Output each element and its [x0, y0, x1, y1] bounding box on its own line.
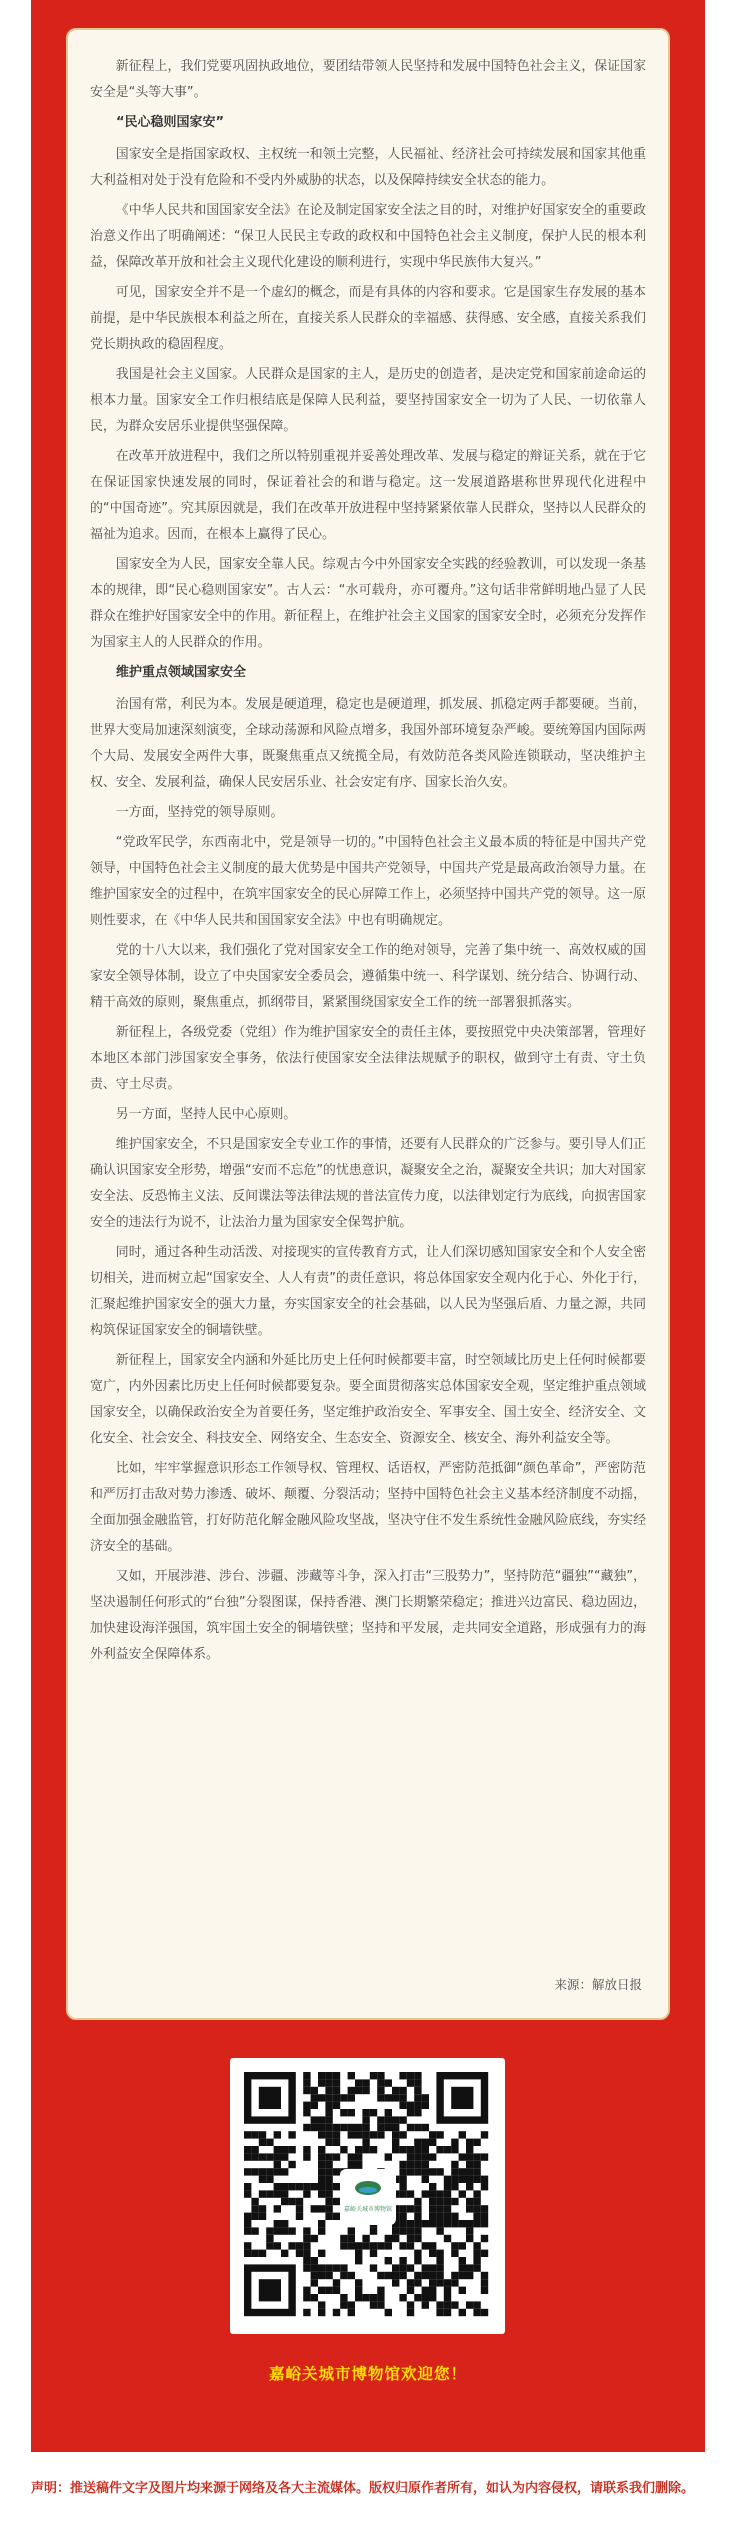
- article-paragraph: 新征程上，国家安全内涵和外延比历史上任何时候都要丰富，时空领域比历史上任何时候都要宽广，内外因素比历史上任何时候都要复杂。要全面贯彻落实总体国家安全观，坚定维护重点领域国家安全，以确保政治安全为首要任务，坚定维护政治安全、军事安全、国土安全、经济安全、文化安全、社会安全、科技安全、网络安全、生态安全、资源安全、核安全、海外利益安全等。: [90, 1353, 646, 1446]
- article-paragraph: “党政军民学，东西南北中，党是领导一切的。”中国特色社会主义最本质的特征是中国共产党领导，中国特色社会主义制度的最大优势是中国共产党领导，中国共产党是最高政治领导力量。在维护国家安全的过程中，在筑牢国家安全的民心屏障工作上，必须坚持中国共产党的领导。这一原则性要求，在《中华人民共和国国家安全法》中也有明确规定。: [90, 835, 646, 928]
- welcome-text: 嘉峪关城市博物馆欢迎您！: [268, 2365, 467, 2383]
- article-paragraph: 一方面，坚持党的领导原则。: [115, 805, 284, 820]
- qr-logo-text: 嘉峪关城市博物馆: [343, 2206, 393, 2213]
- article-paragraph: 比如，牢牢掌握意识形态工作领导权、管理权、话语权，严密防范抵御“颜色革命”，严密防范和严厉打击敌对势力渗透、破坏、颠覆、分裂活动；坚持中国特色社会主义基本经济制度不动摇，全面加强金融监管，打好防范化解金融风险攻坚战，坚决守住不发生系统性金融风险底线，夯实经济安全的基础。: [90, 1461, 646, 1554]
- qr-code-card: [230, 2058, 505, 2334]
- article-card: [66, 28, 670, 2020]
- article-paragraph: 《中华人民共和国国家安全法》在论及制定国家安全法之目的时，对维护好国家安全的重要政治意义作出了明确阐述：“保卫人民民主专政的政权和中国特色社会主义制度，保护人民的根本利益，保障改革开放和社会主义现代化建设的顺利进行，实现中华民族伟大复兴。”: [90, 203, 646, 270]
- article-paragraph: 新征程上，各级党委（党组）作为维护国家安全的责任主体，要按照党中央决策部署，管理好本地区本部门涉国家安全事务，依法行使国家安全法律法规赋予的职权，做到守土有责、守土负责、守土尽责。: [90, 1025, 646, 1092]
- section-2-body: [90, 692, 646, 1668]
- qr-logo-bg: [340, 2169, 396, 2225]
- section-title-1: “民心稳则国家安”: [116, 115, 225, 130]
- article-paragraph: 我国是社会主义国家。人民群众是国家的主人，是历史的创造者，是决定党和国家前途命运的根本力量。国家安全工作归根结底是保障人民利益，要坚持国家安全一切为了人民、一切依靠人民，为群众安居乐业提供坚强保障。: [90, 367, 646, 434]
- section-title-2: 维护重点领域国家安全: [116, 665, 247, 680]
- article-paragraph: 治国有常，利民为本。发展是硬道理，稳定也是硬道理，抓发展、抓稳定两手都要硬。当前，世界大变局加速深刻演变，全球动荡源和风险点增多，我国外部环境复杂严峻。要统筹国内国际两个大局、发展安全两件大事，既聚焦重点又统揽全局，有效防范各类风险连锁联动，坚决维护主权、安全、发展利益，确保人民安居乐业、社会安定有序、国家长治久安。: [90, 697, 646, 790]
- qr-code-image: [230, 2058, 505, 2334]
- article-source: 来源：解放日报: [554, 1977, 642, 1992]
- article-paragraph: 在改革开放进程中，我们之所以特别重视并妥善处理改革、发展与稳定的辩证关系，就在于它在保证国家快速发展的同时，保证着社会的和谐与稳定。这一发展道路堪称世界现代化进程中的“中国奇迹”。究其原因就是，我们在改革开放进程中坚持紧紧依靠人民群众，坚持以人民群众的福祉为追求。因而，在根本上赢得了民心。: [90, 449, 646, 542]
- article-paragraph: 新征程上，我们党要巩固执政地位，要团结带领人民坚持和发展中国特色社会主义，保证国家安全是“头等大事”。: [90, 59, 646, 100]
- article-paragraph: 另一方面，坚持人民中心原则。: [115, 1107, 297, 1122]
- article-paragraph: 可见，国家安全并不是一个虚幻的概念，而是有具体的内容和要求。它是国家生存发展的基本前提，是中华民族根本利益之所在，直接关系人民群众的幸福感、获得感、安全感，直接关系我们党长期执政的稳固程度。: [90, 285, 646, 352]
- disclaimer-text: 声明：推送稿件文字及图片均来源于网络及各大主流媒体。版权归原作者所有，如认为内容侵权，请联系我们删除。: [31, 2481, 695, 2496]
- section-1-body: [90, 142, 646, 656]
- article-paragraph: 国家安全为人民，国家安全靠人民。综观古今中外国家安全实践的经验教训，可以发现一条基本的规律，即“民心稳则国家安”。古人云：“水可载舟，亦可覆舟。”这句话非常鲜明地凸显了人民群众在维护好国家安全中的作用。新征程上，在维护社会主义国家的国家安全时，必须充分发挥作为国家主人的人民群众的作用。: [90, 557, 646, 650]
- article-intro: [90, 54, 646, 106]
- article-paragraph: 同时，通过各种生动活泼、对接现实的宣传教育方式，让人们深切感知国家安全和个人安全密切相关，进而树立起“国家安全、人人有责”的责任意识，将总体国家安全观内化于心、外化于行，汇聚起维护国家安全的强大力量，夯实国家安全的社会基础，以人民为坚强后盾、力量之源，共同构筑保证国家安全的铜墙铁壁。: [90, 1245, 646, 1338]
- article-paragraph: 国家安全是指国家政权、主权统一和领土完整，人民福祉、经济社会可持续发展和国家其他重大利益相对处于没有危险和不受内外威胁的状态，以及保障持续安全状态的能力。: [90, 147, 646, 188]
- article-paragraph: 党的十八大以来，我们强化了党对国家安全工作的绝对领导，完善了集中统一、高效权威的国家安全领导体制，设立了中央国家安全委员会，遵循集中统一、科学谋划、统分结合、协调行动、精干高效的原则，聚焦重点，抓纲带目，紧紧围绕国家安全工作的统一部署狠抓落实。: [90, 943, 646, 1010]
- article-paragraph: 维护国家安全，不只是国家安全专业工作的事情，还要有人民群众的广泛参与。要引导人们正确认识国家安全形势，增强“安而不忘危”的忧患意识，凝聚安全之治，凝聚安全共识；加大对国家安全法、反恐怖主义法、反间谍法等法律法规的普法宣传力度，以法律划定行为底线，向损害国家安全的违法行为说不，让法治力量为国家安全保驾护航。: [90, 1137, 646, 1230]
- article-paragraph: 又如，开展涉港、涉台、涉疆、涉藏等斗争，深入打击“三股势力”，坚持防范“疆独”“藏独”，坚决遏制任何形式的“台独”分裂图谋，保持香港、澳门长期繁荣稳定；推进兴边富民、稳边固边，加快建设海洋强国，筑牢国土安全的铜墙铁壁；坚持和平发展，走共同安全道路，形成强有力的海外利益安全保障体系。: [90, 1569, 646, 1662]
